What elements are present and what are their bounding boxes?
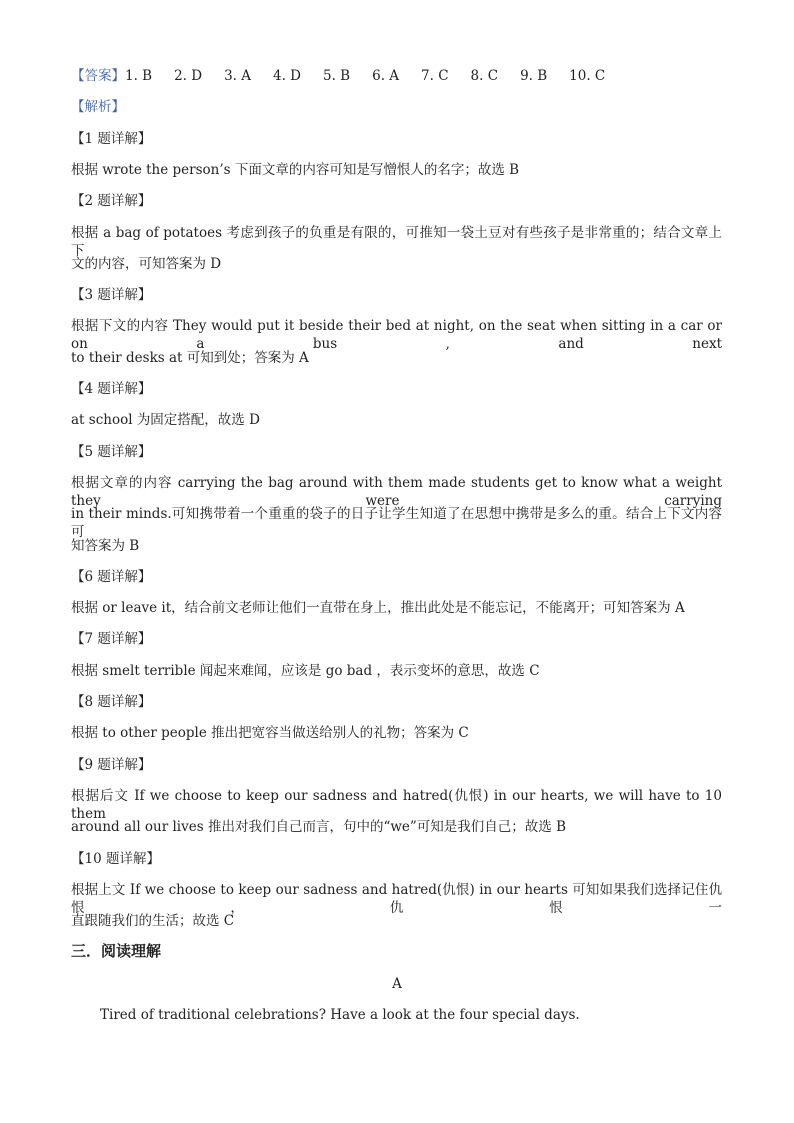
item-text: 根据 a bag of potatoes 考虑到孩子的负重是有限的，可推知一袋土豆对有些孩子是非常重的；结合文章上下	[71, 224, 722, 259]
answer-label: 【答案】	[71, 68, 125, 84]
item-text: at school 为固定搭配，故选 D	[71, 412, 260, 429]
item-text: in their minds.可知携带着一个重重的袋子的日子让学生知道了在思想中携带是多么的重。结合上下文内容可	[71, 506, 722, 541]
item-text: 根据 to other people 推出把宽容当做送给别人的礼物；答案为 C	[71, 725, 469, 742]
answer-item: 4. D	[273, 68, 302, 84]
passage-label: A	[392, 975, 402, 992]
answer-item: 3. A	[224, 68, 252, 84]
item-text: around all our lives 推出对我们自己而言，句中的“we”可知是我们自己；故选 B	[71, 819, 567, 836]
item-text: 根据下文的内容 They would put it beside their bed at night, on the seat when sitting in a car or on a bus , and next	[71, 318, 722, 353]
answer-item: 7. C	[421, 68, 449, 84]
answer-item: 1. B	[125, 68, 153, 84]
item-title: 【2 题详解】	[71, 193, 152, 210]
item-text: 文的内容，可知答案为 D	[71, 255, 222, 272]
analysis-label: 【解析】	[71, 99, 125, 116]
item-title: 【4 题详解】	[71, 381, 152, 397]
item-title: 【1 题详解】	[71, 130, 152, 147]
item-title: 【3 题详解】	[71, 287, 152, 304]
item-text: 直跟随我们的生活；故选 C	[71, 913, 235, 930]
item-text: 根据 or leave it，结合前文老师让他们一直带在身上，推出此处是不能忘记，不能离开；可知答案为 A	[71, 600, 685, 617]
answer-item: 6. A	[372, 68, 400, 84]
item-title: 【8 题详解】	[71, 694, 152, 710]
item-title: 【6 题详解】	[71, 568, 152, 585]
item-text: 根据后文 If we choose to keep our sadness and hatred(仇恨) in our hearts, we will have to 10 them	[71, 787, 722, 822]
item-text: 根据 wrote the person’s 下面文章的内容可知是写憎恨人的名字；故选 B	[71, 161, 520, 178]
item-text: 根据上文 If we choose to keep our sadness and hatred(仇恨) in our hearts 可知如果我们选择记住仇恨，仇恨一	[71, 881, 722, 916]
item-title: 【5 题详解】	[71, 443, 152, 460]
answer-item: 9. B	[520, 68, 548, 84]
item-title: 【7 题详解】	[71, 631, 152, 648]
item-text: 根据 smelt terrible 闻起来难闻，应该是 go bad ，表示变坏的意思，故选 C	[71, 662, 540, 679]
item-text: 知答案为 B	[71, 537, 140, 554]
item-text: to their desks at 可知到处；答案为 A	[71, 349, 309, 366]
item-title: 【10 题详解】	[71, 850, 160, 867]
passage-intro: Tired of traditional celebrations? Have a look at the four special days.	[100, 1007, 580, 1023]
answer-item: 5. B	[323, 68, 351, 84]
item-title: 【9 题详解】	[71, 756, 152, 773]
answer-item: 2. D	[174, 68, 203, 84]
answer-item: 8. C	[470, 68, 499, 84]
answer-item: 10. C	[569, 68, 606, 84]
item-text: 根据文章的内容 carrying the bag around with them made students get to know what a weight they were carrying	[71, 474, 722, 509]
section-title: 三．阅读理解	[71, 942, 162, 961]
answer-line	[71, 67, 722, 85]
